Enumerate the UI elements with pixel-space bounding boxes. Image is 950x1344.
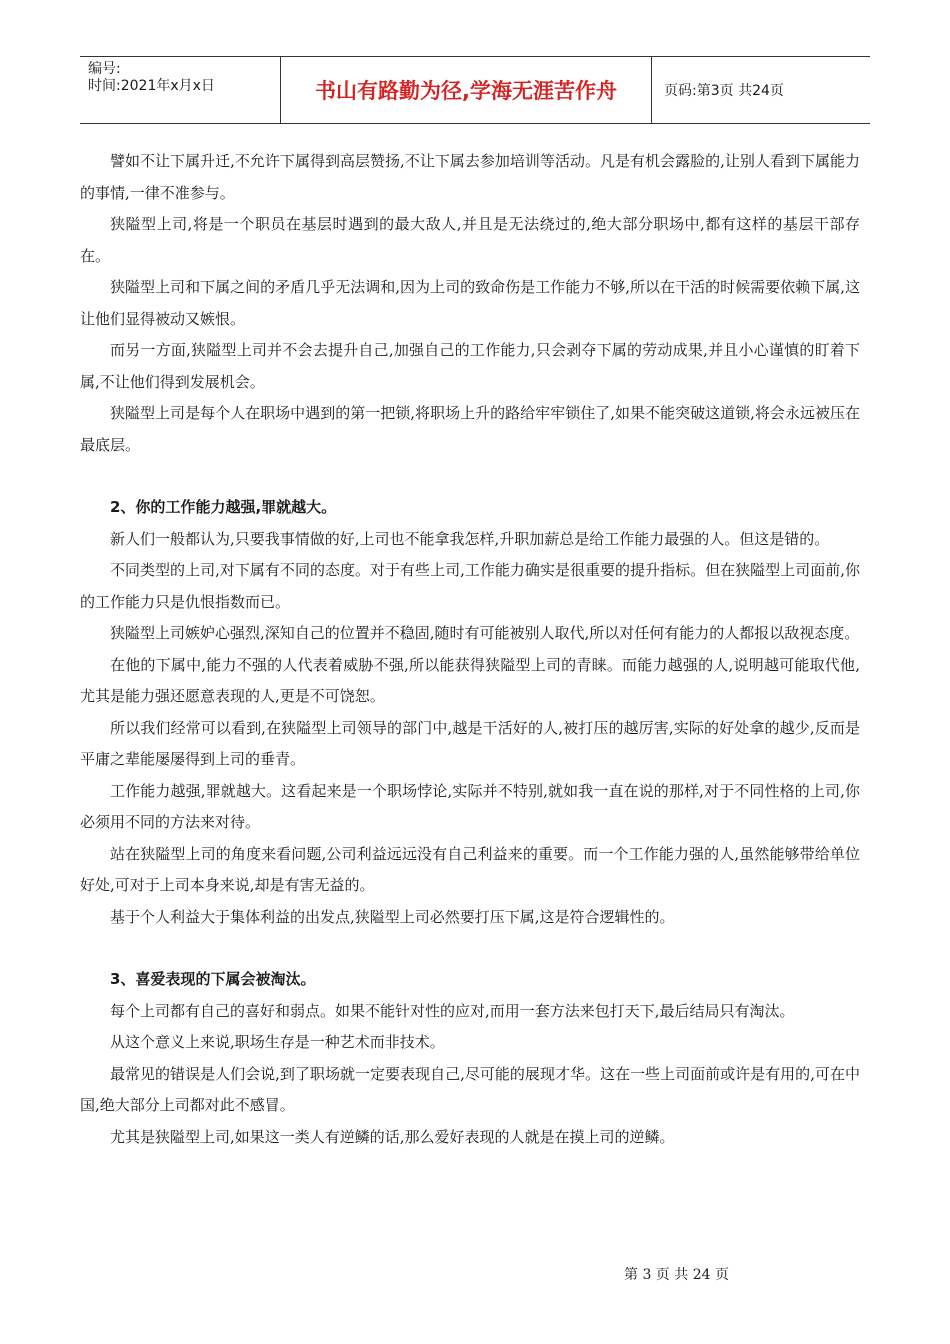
body-paragraph: 所以我们经常可以看到,在狭隘型上司领导的部门中,越是干活好的人,被打压的越厉害,实际的好处拿的越少,反而是平庸之辈能屡屡得到上司的垂青。 — [80, 718, 860, 768]
document-body — [80, 146, 860, 1153]
body-paragraph: 从这个意义上来说,职场生存是一种艺术而非技术。 — [110, 1033, 445, 1051]
body-paragraph: 基于个人利益大于集体利益的出发点,狭隘型上司必然要打压下属,这是符合逻辑性的。 — [110, 907, 675, 926]
body-paragraph: 不同类型的上司,对下属有不同的态度。对于有些上司,工作能力确实是很重要的提升指标。但在狭隘型上司面前,你的工作能力只是仇恨指数而已。 — [80, 561, 860, 611]
page-header — [80, 56, 870, 124]
body-paragraph: 新人们一般都认为,只要我事情做的好,上司也不能拿我怎样,升职加薪总是给工作能力最强的人。但这是错的。 — [110, 529, 830, 548]
section-heading: 2、你的工作能力越强,罪就越大。 — [110, 498, 337, 516]
body-paragraph: 每个上司都有自己的喜好和弱点。如果不能针对性的应对,而用一套方法来包打天下,最后结局只有淘汰。 — [110, 1001, 795, 1020]
body-paragraph: 站在狭隘型上司的角度来看问题,公司利益远远没有自己利益来的重要。而一个工作能力强的人,虽然能够带给单位好处,可对于上司本身来说,却是有害无益的。 — [80, 844, 860, 894]
body-paragraph: 工作能力越强,罪就越大。这看起来是一个职场悖论,实际并不特别,就如我一直在说的那样,对于不同性格的上司,你必须用不同的方法来对待。 — [80, 781, 860, 831]
body-paragraph: 狭隘型上司,将是一个职员在基层时遇到的最大敌人,并且是无法绕过的,绝大部分职场中,都有这样的基层干部存在。 — [80, 215, 860, 265]
document-time-label: 时间:2021年x月x日 — [88, 78, 215, 94]
body-paragraph: 狭隘型上司和下属之间的矛盾几乎无法调和,因为上司的致命伤是工作能力不够,所以在干活的时候需要依赖下属,这让他们显得被动又嫉恨。 — [80, 278, 860, 328]
document-number-label: 编号: — [88, 61, 121, 77]
body-paragraph: 狭隘型上司是每个人在职场中遇到的第一把锁,将职场上升的路给牢牢锁住了,如果不能突破这道锁,将会永远被压在最底层。 — [80, 404, 860, 454]
header-page-code: 页码:第3页 共24页 — [664, 83, 784, 99]
body-paragraph: 在他的下属中,能力不强的人代表着威胁不强,所以能获得狭隘型上司的青睐。而能力越强的人,说明越可能取代他,尤其是能力强还愿意表现的人,更是不可饶恕。 — [80, 655, 860, 705]
page-footer: 第 3 页 共 24 页 — [624, 1267, 729, 1283]
body-paragraph: 最常见的错误是人们会说,到了职场就一定要表现自己,尽可能的展现才华。这在一些上司面前或许是有用的,可在中国,绝大部分上司都对此不感冒。 — [80, 1064, 860, 1114]
header-meta — [80, 57, 281, 123]
body-paragraph: 而另一方面,狭隘型上司并不会去提升自己,加强自己的工作能力,只会剥夺下属的劳动成果,并且小心谨慎的盯着下属,不让他们得到发展机会。 — [80, 341, 860, 391]
body-paragraph: 狭隘型上司嫉妒心强烈,深知自己的位置并不稳固,随时有可能被别人取代,所以对任何有能力的人都报以敌视态度。 — [110, 624, 860, 642]
body-paragraph: 譬如不让下属升迁,不允许下属得到高层赞扬,不让下属去参加培训等活动。凡是有机会露脸的,让别人看到下属能力的事情,一律不准参与。 — [80, 152, 860, 202]
body-paragraph: 尤其是狭隘型上司,如果这一类人有逆鳞的话,那么爱好表现的人就是在摸上司的逆鳞。 — [110, 1127, 675, 1146]
header-motto: 书山有路勤为径,学海无涯苦作舟 — [281, 57, 652, 123]
section-heading: 3、喜爱表现的下属会被淘汰。 — [110, 970, 316, 988]
